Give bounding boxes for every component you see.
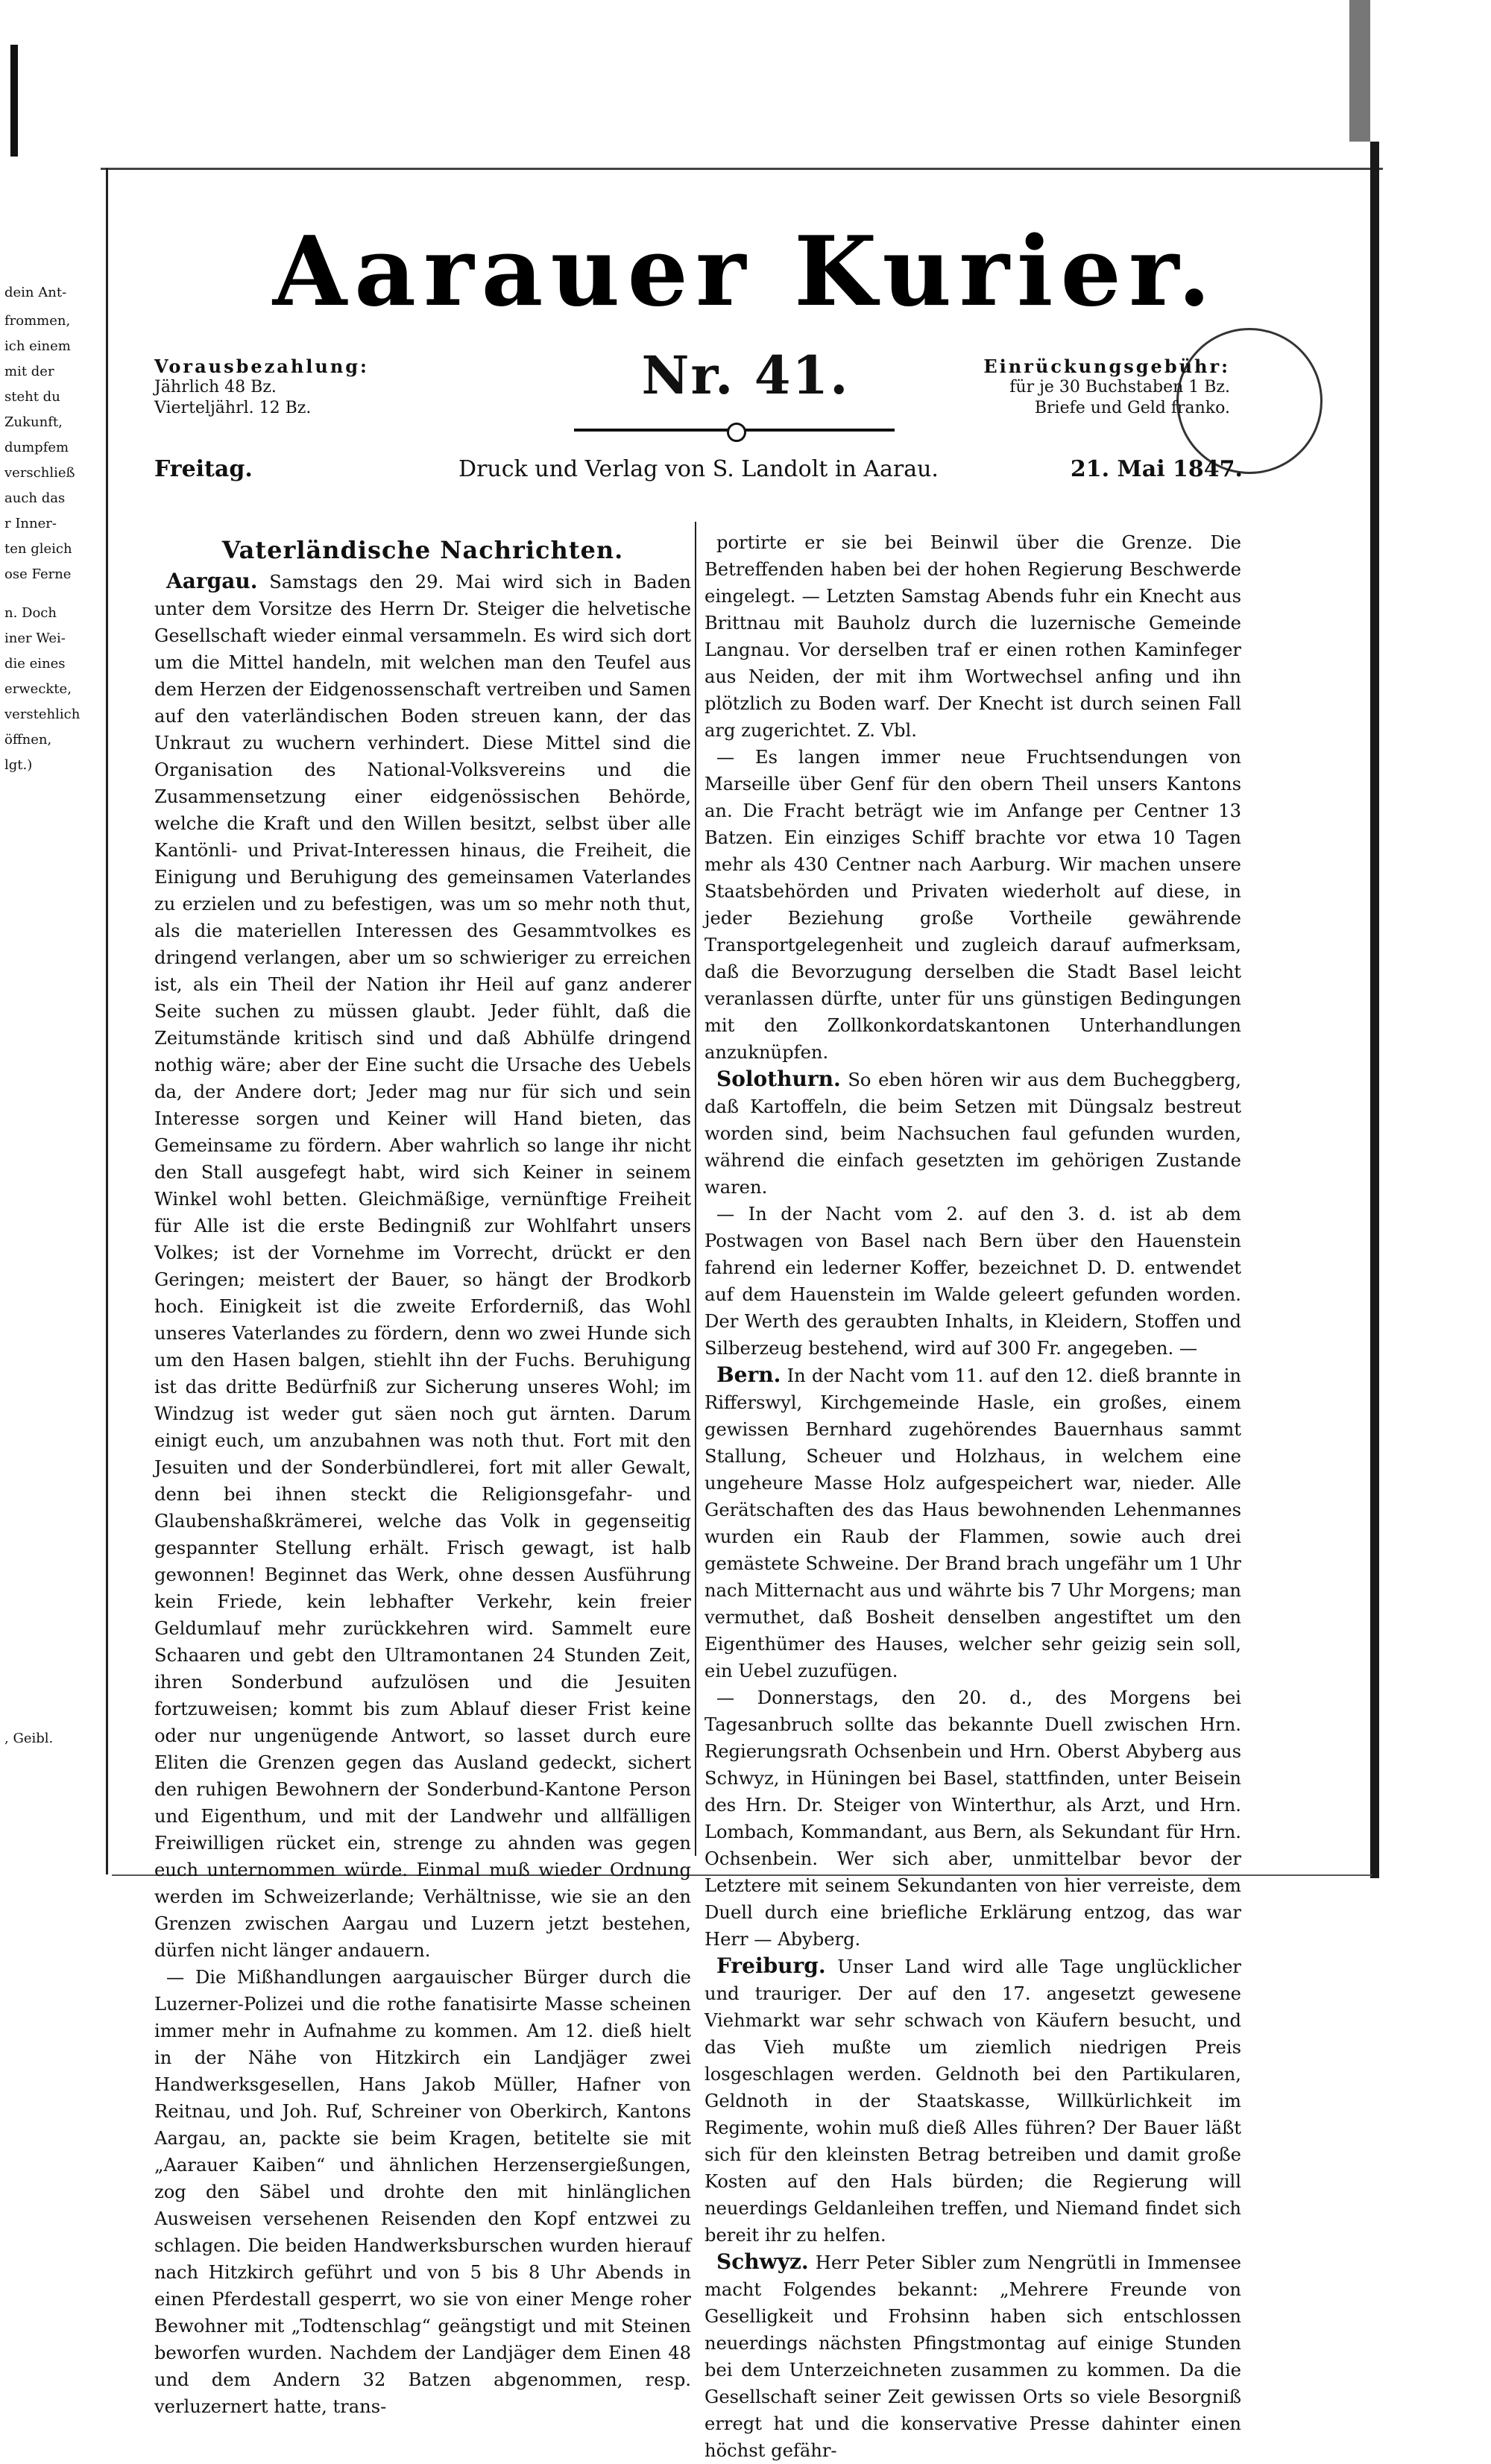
prepayment-label: Vorausbezahlung: [154,356,369,377]
issue-date: 21. Mai 1847. [1070,456,1243,482]
canton-keyword: Bern. [716,1362,781,1387]
insertion-label: Einrückungsgebühr: [983,356,1230,377]
paragraph-text: — Donnerstags, den 20. d., des Morgens bei Tagesanbruch sollte das bekannte Duell zwischen Hrn. Regierungsrath Ochsenbein und Hrn. Oberst Abyberg aus Schwyz, in Hüningen bei Basel, stattfinden, unter Beisein des Hrn. Dr. Steiger von Winterthur, als Arzt, und Hrn. Lombach, Kommandant, aus Bern, als Sekundant für Hrn. Ochsenbein. Wer sich aber, unmittelbar bevor der Letztere mit seinem Sekundanten von hier verreiste, dem Duell durch eine briefliche Erklärung entzog, das war Herr — Abyberg. [704,1687,1241,1950]
adjacent-page-fragment: verstehlich [4,707,81,722]
paragraph-text: In der Nacht vom 11. auf den 12. dieß brannte in Rifferswyl, Kirchgemeinde Hasle, ein großes, einem gewissen Bernhard zugehörendes Bauernhaus sammt Stallung, Scheuer und Holzhaus, in welchem eine ungeheure Masse Holz aufgespeichert war, nieder. Alle Gerätschaften des das Haus bewohnenden Lehenmannes wurden ein Raub der Flammen, sowie auch drei gemästete Schweine. Der Brand brach ungefähr um 1 Uhr nach Mitternacht aus und währte bis 7 Uhr Morgens; man vermuthet, daß Bosheit denselben angestiftet um den Eigenthümer des Hauses, welcher sehr geizig sein soll, ein Uebel zuzufügen. [704,1365,1241,1681]
insertion-note: Briefe und Geld franko. [1034,399,1230,417]
page-top-rule [101,168,1383,170]
paragraph-text: — Die Mißhandlungen aargauischer Bürger durch die Luzerner-Polizei und die rothe fanatisirte Masse scheinen immer mehr in Aufnahme zu kommen. Am 12. dieß hielt in der Nähe von Hitzkirch ein Landjäger zwei Handwerksgesellen, Hans Jakob Müller, Hafner von Reitnau, und Joh. Ruf, Schreiner von Oberkirch, Kantons Aargau, an, packte sie beim Kragen, betitelte sie mit „Aarauer Kaiben“ und ähnlichen Herzensergießungen, zog den Säbel und drohte den mit hinlänglichen Ausweisen versehenen Reisenden den Kopf entzwei zu schlagen. Die beiden Handwerksburschen wurden hierauf nach Hitzkirch geführt und von 5 bis 8 Uhr Abends in einen Pferdestall gesperrt, wo sie von einer Menge roher Bewohner mit „Todtenschlag“ geängstigt und mit Steinen beworfen wurden. Nachdem der Landjäger dem Einen 48 und dem Andern 32 Batzen abgenommen, resp. verluzernert hatte, trans- [154,1967,691,2417]
paragraph-text: Herr Peter Sibler zum Nengrütli in Immensee macht Folgendes bekannt: „Mehrere Freunde von Geselligkeit und Frohsinn haben sich entschlossen neuerdings nächsten Pfingstmontag auf einige Stunden bei dem Unterzeichneten zusammen zu kommen. Da die Gesellschaft seiner Zeit gewissen Orts so viele Besorgniß erregt hat und die konservative Presse dahinter einen höchst gefähr- [704,2252,1241,2461]
adjacent-page-fragment: öffnen, [4,732,52,748]
adjacent-page-fragment: ich einem [4,338,71,354]
article-paragraph [154,1964,691,2420]
adjacent-page-fragment: mit der [4,364,54,379]
title-ornament-rule [574,429,895,432]
insertion-fee-block [977,356,1230,419]
adjacent-page-fragment: auch das [4,490,66,506]
paragraph-text: portirte er sie bei Beinwil über die Grenze. Die Betreffenden haben bei der hohen Regierung Beschwerde eingelegt. — Letzten Samstag Abends fuhr ein Knecht aus Brittnau mit Bauholz durch die luzernische Gemeinde Langnau. Vor derselben traf er einen rothen Kaminfeger aus Neiden, der mit ihm Wortwechsel anfing und ihn plötzlich zu Boden warf. Der Knecht ist durch seinen Fall arg zugerichtet. Z. Vbl. [704,532,1241,741]
page-left-edge [106,168,108,1874]
column-right [704,529,1241,2464]
adjacent-page-fragment: r Inner- [4,516,57,531]
canton-keyword: Aargau. [166,569,258,593]
publisher-line: Druck und Verlag von S. Landolt in Aarau. [458,456,939,482]
adjacent-page-fragment: frommen, [4,313,71,329]
paragraph-text: Unser Land wird alle Tage unglücklicher und trauriger. Der auf den 17. angesetzt gewesene Viehmarkt war sehr schwach von Käufern besucht, und das Vieh mußte um ziemlich niedrigen Preis losgeschlagen werden. Geldnoth bei den Partikularen, Geldnoth in der Staatskasse, Willkürlichkeit im Regimente, wohin muß dieß Alles führen? Der Bauer läßt sich für den kleinsten Betrag betreiben und damit große Kosten auf den Hals bürden; die Regierung will neuerdings Geldanleihen treffen, und Niemand findet sich bereit ihr zu helfen. [704,1956,1241,2246]
article-paragraph [704,1066,1241,1201]
weekday: Freitag. [154,456,253,482]
column-left [154,529,691,2420]
prepayment-quarterly: Vierteljährl. 12 Bz. [154,399,312,417]
canton-keyword: Solothurn. [716,1067,841,1091]
article-paragraph [704,1684,1241,1953]
column-right-body [704,529,1241,2464]
adjacent-page-fragment: steht du [4,389,60,405]
dateline [154,456,1243,486]
section-heading: Vaterländische Nachrichten. [221,536,624,564]
adjacent-page-fragment: ten gleich [4,541,72,557]
adjacent-page-fragment: erweckte, [4,681,72,697]
article-paragraph [154,568,691,1964]
canton-keyword: Schwyz. [716,2249,809,2274]
article-paragraph [704,744,1241,1066]
paragraph-text: — Es langen immer neue Fruchtsendungen von Marseille über Genf für den obern Theil unsers Kantons an. Die Fracht beträgt wie im Anfange per Centner 13 Batzen. Ein einziges Schiff brachte vor etwa 10 Tagen mehr als 430 Centner nach Aarburg. Wir machen unsere Staatsbehörden und Privaten wiederholt auf diese, in jeder Beziehung große Vortheile gewährende Transportgelegenheit und zugleich darauf aufmerksam, daß die Bevorzugung derselben die Stadt Basel leicht veranlassen dürfte, unter für uns günstigen Bedingungen mit den Zollkonkordatskantonen Unterhandlungen anzuknüpfen. [704,747,1241,1063]
article-paragraph [704,1362,1241,1684]
adjacent-page-fragment: dein Ant- [4,285,67,300]
adjacent-page-fragment: die eines [4,656,66,672]
adjacent-page-fragment: Zukunft, [4,414,63,430]
prepayment-yearly: Jährlich 48 Bz. [154,378,277,397]
article-paragraph [704,1953,1241,2249]
adjacent-page-fragment: ose Ferne [4,566,72,582]
adjacent-page-fragment: lgt.) [4,757,33,773]
binding-bar [10,45,18,157]
insertion-rate: für je 30 Buchstaben 1 Bz. [1009,378,1230,397]
article-paragraph [704,529,1241,744]
paragraph-text: So eben hören wir aus dem Bucheggberg, daß Kartoffeln, die beim Setzen mit Düngsalz bestreut worden sind, beim Nachsuchen faul gefunden wurden, während die einfach gesetzten im gehörigen Zustande waren. [704,1070,1241,1198]
canton-keyword: Freiburg. [716,1953,826,1978]
column-left-body [154,568,691,2420]
adjacent-page-fragment: n. Doch [4,605,57,621]
column-divider [695,522,696,1856]
adjacent-page-fragment: iner Wei- [4,631,66,646]
scan-margin-top-right [1349,0,1370,142]
newspaper-title: Aarauer Kurier. [272,216,1219,328]
adjacent-page-fragment: , Geibl. [4,1731,54,1746]
issue-number: Nr. 41. [641,344,850,406]
paragraph-text: — In der Nacht vom 2. auf den 3. d. ist ab dem Postwagen von Basel nach Bern über den Hauenstein fahrend ein lederner Koffer, bezeichnet D. D. entwendet auf dem Hauenstein im Walde geleert gefunden worden. Der Werth des geraubten Inhalts, in Kleidern, Stoffen und Silberzeug bestehend, wird auf 300 Fr. angegeben. — [704,1204,1241,1359]
article-paragraph [704,2249,1241,2464]
paragraph-text: Samstags den 29. Mai wird sich in Baden unter dem Vorsitze des Herrn Dr. Steiger die helvetische Gesellschaft wieder einmal versammeln. Es wird sich dort um die Mittel handeln, mit welchen man den Teufel aus dem Herzen der Eidgenossenschaft vertreiben und Samen auf den vaterländischen Boden streuen kann, der das Unkraut zu wuchern verhindert. Diese Mittel sind die Organisation des National-Volksvereins und die Zusammensetzung einer eidgenössischen Behörde, welche die Kraft und den Willen besitzt, selbst über alle Kantönli- und Privat-Interessen hinaus, die Freiheit, die Einigung und Beruhigung des gemeinsamen Vaterlandes zu erzielen und zu befestigen, was um so mehr noth thut, als die materiellen Interessen des Gesammtvolkes es dringend verlangen, aber um so schwieriger zu erreichen ist, als ein Theil der Nation ihr Heil auf ganz anderer Seite suchen zu müssen glaubt. Jeder fühlt, daß die Zeitumstände kritisch sind und daß Abhülfe dringend nothig wäre; aber der Eine sucht die Ursache des Uebels da, der Andere dort; Jeder mag nur für sich und sein Interesse sorgen und Keiner will Hand bieten, das Gemeinsame zu fördern. Aber wahrlich so lange ihr nicht den Stall ausgefegt habt, wird sich Keiner in seinem Winkel wohl betten. Gleichmäßige, vernünftige Freiheit für Alle ist die erste Bedingniß zur Wohlfahrt unsers Volkes; ist der Vornehme im Vorrecht, drückt er den Geringen; meistert der Bauer, so hängt der Brodkorb hoch. Einigkeit ist die zweite Erforderniß, das Wohl unseres Vaterlandes zu fördern, denn wo zwei Hunde sich um den Hasen balgen, stiehlt ihn der Fuchs. Beruhigung ist das dritte Bedürfniß zur Sicherung unseres Wohl; im Windzug ist weder gut säen noch gut ärnten. Darum einigt euch, um anzubahnen was noth thut. Fort mit den Jesuiten und der Sonderbündlerei, fort mit aller Gewalt, denn bei ihnen steckt die Religionsgefahr- und Glaubenshaßkrämerei, welche das Volk in gegenseitig gespannter Stellung erhält. Frisch gewagt, ist halb gewonnen! Beginnet das Werk, ohne dessen Ausführung kein Friede, kein lebhafter Verkehr, kein freier Geldumlauf mehr zurückkehren wird. Sammelt eure Schaaren und gebt den Ultramontanen 24 Stunden Zeit, ihren Sonderbund aufzulösen und die Jesuiten fortzuweisen; kommt bis zum Ablauf dieser Frist keine oder nur ungenügende Antwort, so lasset durch eure Eliten die Grenzen gegen das Ausland gedeckt, sichert den ruhigen Bewohnern der Sonderbund-Kantone Person und Eigenthum, und mit der Landwehr und allfälligen Freiwilligen rücket ein, strenge zu ahnden was gegen euch unternommen würde. Einmal muß wieder Ordnung werden im Schweizerlande; Verhältnisse, wie sie an den Grenzen zwischen Aargau und Luzern jetzt bestehen, dürfen nicht länger andauern. [154,572,691,1961]
article-paragraph [704,1201,1241,1362]
adjacent-page-fragment: verschließ [4,465,75,481]
adjacent-page-fragment: dumpfem [4,440,69,455]
